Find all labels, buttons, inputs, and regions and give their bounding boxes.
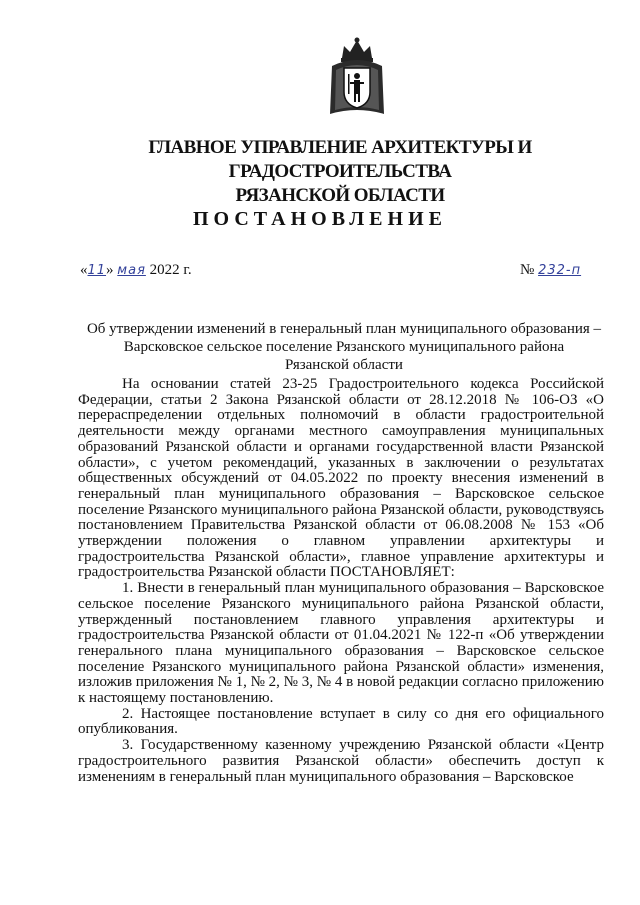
document-subject [74,320,614,374]
item-2-paragraph: 2. Настоящее постановление вступает в силу со дня его официального опубликования. [78,705,604,738]
document-body [78,377,604,785]
date-month-handwritten: мая [117,263,146,278]
date-year: 2022 г. [149,262,192,278]
preamble-paragraph: На основании статей 23-25 Градостроительного кодекса Российской Федерации, статьи 2 Закона Рязанской области от 28.12.2018 № 106-ОЗ «О перераспределении отдельных полномочий в области градостроительной деятельности между органами местного самоуправления муниципальных образований Рязанской области и органами государственной власти Рязанской области», с учетом рекомендаций, указанных в заключении о результатах общественных обсуждений от 04.05.2022 по проекту внесения изменений в генеральный план муниципального образования – Варсковское сельское поселение Рязанского муниципального района Рязанской области, руководствуясь постановлением Правительства Рязанской области от 06.08.2008 № 153 «Об утверждении положения о главном управлении архитектуры и градостроительства Рязанской области», главное управление архитектуры и градостроительства Рязанской области ПОСТАНОВЛЯЕТ: [78,376,604,581]
coat-of-arms-emblem [328,36,386,120]
item-1-paragraph: 1. Внести в генеральный план муниципального образования – Варсковское сельское поселение Рязанского муниципального района Рязанской области, утвержденный постановлением главного управления архитектуры и градостроительства Рязанской области от 01.04.2021 № 122-п «Об утверждении генерального плана муниципального образования – Варсковское сельское поселение Рязанского муниципального района Рязанской области» изменения, изложив приложения № 1, № 2, № 3, № 4 в новой редакции согласно приложению к настоящему постановлению. [78,580,604,707]
document-date [80,262,192,279]
subject-line3: Рязанской области [285,357,403,373]
number-handwritten: 232-п [538,263,582,278]
subject-line1: Об утверждении изменений в генеральный план муниципального образования – [86,321,602,337]
item-3-paragraph: 3. Государственному казенному учреждению Рязанской области «Центр градостроительного развития Рязанской области» обеспечить доступ к изменениям в генеральный план муниципального образования – Варсковское [78,737,604,785]
document-type-title: ПОСТАНОВЛЕНИЕ [193,208,447,230]
document-number [520,262,581,279]
number-prefix: № [520,262,535,278]
date-day-handwritten: 11 [87,263,107,278]
organization-name [40,136,640,208]
organization-name-line1: ГЛАВНОЕ УПРАВЛЕНИЕ АРХИТЕКТУРЫ И ГРАДОСТРОИТЕЛЬСТВА [148,137,532,182]
date-open-quote: « [80,262,88,278]
subject-line2: Варсковское сельское поселение Рязанского муниципального района [123,339,565,355]
date-close-quote: » [106,262,114,278]
organization-name-line2: РЯЗАНСКОЙ ОБЛАСТИ [235,185,445,206]
